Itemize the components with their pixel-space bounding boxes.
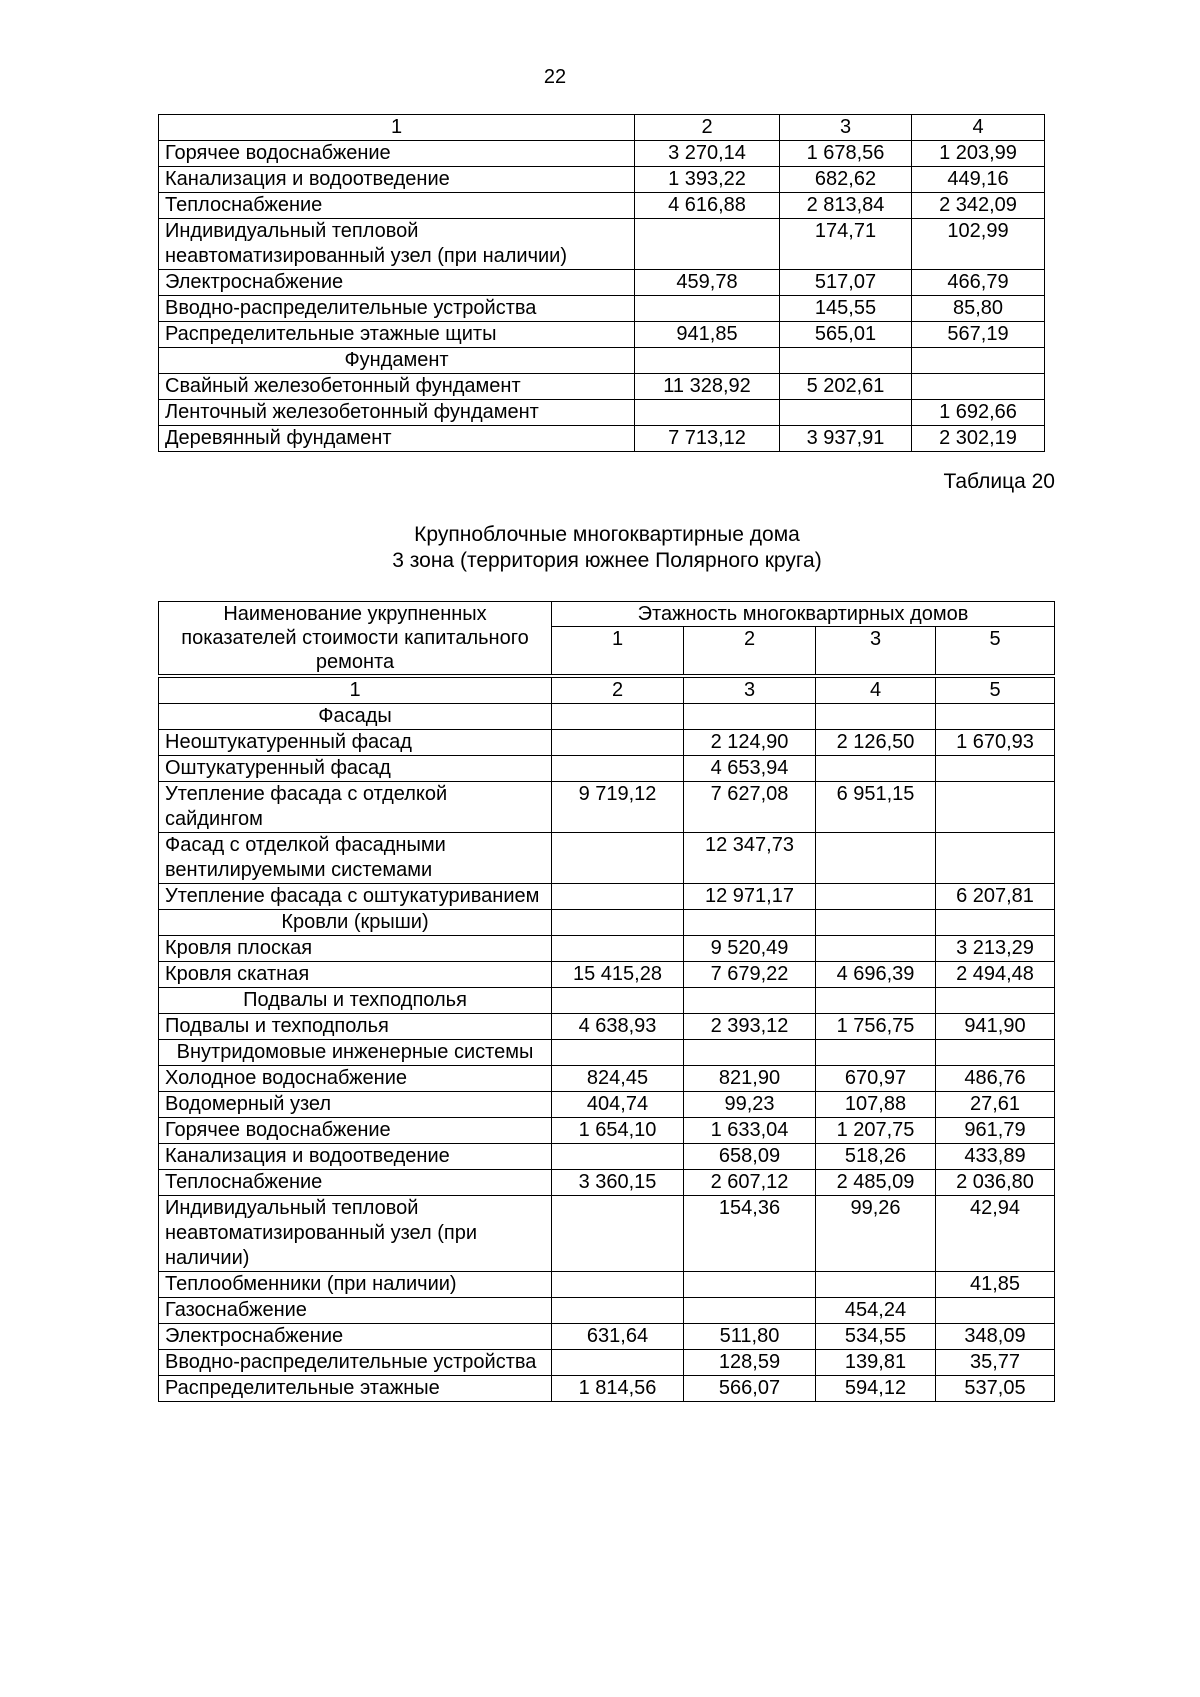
table-cell: Внутридомовые инженерные системы bbox=[159, 1040, 552, 1066]
table-row bbox=[159, 1350, 1055, 1376]
table-cell: Теплоснабжение bbox=[159, 1170, 552, 1196]
table-cell: Утепление фасада с отделкой сайдингом bbox=[159, 782, 552, 833]
table-row bbox=[159, 270, 1045, 296]
table-cell: 821,90 bbox=[684, 1066, 816, 1092]
name-column-header: Наименование укрупненных показателей стоимости капитального ремонта bbox=[159, 602, 552, 675]
table-cell: 6 951,15 bbox=[816, 782, 936, 833]
table-cell: 7 713,12 bbox=[635, 426, 780, 452]
table-cell: 1 692,66 bbox=[912, 400, 1045, 426]
table-cell: 12 347,73 bbox=[684, 833, 816, 884]
table-cell bbox=[936, 782, 1055, 833]
table-row bbox=[159, 1066, 1055, 1092]
table-cell bbox=[684, 910, 816, 936]
table-row bbox=[159, 1324, 1055, 1350]
table-cell: 2 302,19 bbox=[912, 426, 1045, 452]
table-cell bbox=[552, 1298, 684, 1324]
table-cell: Горячее водоснабжение bbox=[159, 141, 635, 167]
table-cell: Электроснабжение bbox=[159, 1324, 552, 1350]
col-number: 3 bbox=[684, 678, 816, 704]
table-row bbox=[159, 296, 1045, 322]
table-cell bbox=[684, 1298, 816, 1324]
table-cell: 2 124,90 bbox=[684, 730, 816, 756]
table-cell: 1 203,99 bbox=[912, 141, 1045, 167]
table-cell bbox=[816, 910, 936, 936]
table-cell bbox=[552, 756, 684, 782]
table-cell: Индивидуальный тепловой неавтоматизированный узел (при наличии) bbox=[159, 1196, 552, 1272]
table-row bbox=[159, 1196, 1055, 1272]
table-cell bbox=[936, 1298, 1055, 1324]
table-cell: Подвалы и техподполья bbox=[159, 1014, 552, 1040]
table-cell: 4 653,94 bbox=[684, 756, 816, 782]
table-row bbox=[159, 1170, 1055, 1196]
table-title bbox=[0, 522, 1200, 574]
table-row bbox=[159, 1118, 1055, 1144]
table-row bbox=[159, 219, 1045, 270]
table-cell: 2 494,48 bbox=[936, 962, 1055, 988]
table-cell bbox=[552, 1040, 684, 1066]
table-cell: 99,26 bbox=[816, 1196, 936, 1272]
table-cell: 85,80 bbox=[912, 296, 1045, 322]
table-cell: 941,90 bbox=[936, 1014, 1055, 1040]
table-cell bbox=[552, 1196, 684, 1272]
table-cell: Горячее водоснабжение bbox=[159, 1118, 552, 1144]
table-cell: Электроснабжение bbox=[159, 270, 635, 296]
table-cell: 174,71 bbox=[780, 219, 912, 270]
table-20-rows bbox=[159, 678, 1055, 1402]
table-cell bbox=[912, 348, 1045, 374]
col-number: 1 bbox=[159, 115, 635, 141]
floor-header: 5 bbox=[936, 627, 1055, 675]
table-cell: 99,23 bbox=[684, 1092, 816, 1118]
table-cell: 15 415,28 bbox=[552, 962, 684, 988]
table-cell: 594,12 bbox=[816, 1376, 936, 1402]
table-cell: 631,64 bbox=[552, 1324, 684, 1350]
table-cell: Холодное водоснабжение bbox=[159, 1066, 552, 1092]
table-cell: 511,80 bbox=[684, 1324, 816, 1350]
table-cell: Свайный железобетонный фундамент bbox=[159, 374, 635, 400]
table-cell bbox=[635, 296, 780, 322]
table-cell: 7 679,22 bbox=[684, 962, 816, 988]
col-number: 4 bbox=[912, 115, 1045, 141]
table-cell: 2 485,09 bbox=[816, 1170, 936, 1196]
col-number: 5 bbox=[936, 678, 1055, 704]
table-cell: 107,88 bbox=[816, 1092, 936, 1118]
table-cell: 1 814,56 bbox=[552, 1376, 684, 1402]
table-row bbox=[159, 756, 1055, 782]
title-line-2: 3 зона (территория южнее Полярного круга) bbox=[392, 549, 822, 572]
table-cell bbox=[684, 1040, 816, 1066]
table-cell bbox=[912, 374, 1045, 400]
table-cell: 4 616,88 bbox=[635, 193, 780, 219]
table-cell: 1 654,10 bbox=[552, 1118, 684, 1144]
table-row bbox=[159, 141, 1045, 167]
table-cell: 27,61 bbox=[936, 1092, 1055, 1118]
col-number: 2 bbox=[635, 115, 780, 141]
table-cell bbox=[552, 833, 684, 884]
table-cell: 2 036,80 bbox=[936, 1170, 1055, 1196]
table-cell bbox=[816, 704, 936, 730]
table-cell bbox=[552, 936, 684, 962]
table-cell bbox=[816, 833, 936, 884]
table-cell: Теплообменники (при наличии) bbox=[159, 1272, 552, 1298]
table-cell: Вводно-распределительные устройства bbox=[159, 296, 635, 322]
table-cell: Оштукатуренный фасад bbox=[159, 756, 552, 782]
table-cell bbox=[816, 884, 936, 910]
floor-header: 1 bbox=[552, 627, 684, 675]
table-cell: 12 971,17 bbox=[684, 884, 816, 910]
table-cell bbox=[552, 1350, 684, 1376]
table-cell: 9 520,49 bbox=[684, 936, 816, 962]
table-cell: 2 342,09 bbox=[912, 193, 1045, 219]
title-line-1: Крупноблочные многоквартирные дома bbox=[414, 523, 800, 546]
table-cell: 449,16 bbox=[912, 167, 1045, 193]
table-cell: Распределительные этажные щиты bbox=[159, 322, 635, 348]
page-number: 22 bbox=[543, 66, 567, 88]
table-cell bbox=[780, 348, 912, 374]
table-row bbox=[159, 374, 1045, 400]
table-row bbox=[159, 1376, 1055, 1402]
table-cell: 35,77 bbox=[936, 1350, 1055, 1376]
table-cell bbox=[552, 704, 684, 730]
table-row bbox=[159, 1092, 1055, 1118]
table-row bbox=[159, 167, 1045, 193]
column-number-row bbox=[159, 115, 1045, 141]
table-cell bbox=[684, 704, 816, 730]
table-cell: 517,07 bbox=[780, 270, 912, 296]
table-row bbox=[159, 730, 1055, 756]
floor-header: 3 bbox=[816, 627, 936, 675]
table-cell: 404,74 bbox=[552, 1092, 684, 1118]
table-row bbox=[159, 193, 1045, 219]
table-cell: 658,09 bbox=[684, 1144, 816, 1170]
table-cell: 1 207,75 bbox=[816, 1118, 936, 1144]
table-row bbox=[159, 1272, 1055, 1298]
table-row bbox=[159, 400, 1045, 426]
table-cell: Кровля скатная bbox=[159, 962, 552, 988]
table-cell bbox=[936, 833, 1055, 884]
table-cell bbox=[816, 936, 936, 962]
table-20-body bbox=[158, 677, 1055, 1402]
table-cell: 486,76 bbox=[936, 1066, 1055, 1092]
table-cell bbox=[684, 988, 816, 1014]
table-row bbox=[159, 782, 1055, 833]
section-row bbox=[159, 348, 1045, 374]
header-row-1 bbox=[159, 602, 1055, 627]
table-cell: 2 126,50 bbox=[816, 730, 936, 756]
table-cell bbox=[635, 219, 780, 270]
table-20-header bbox=[158, 601, 1055, 675]
col-number: 4 bbox=[816, 678, 936, 704]
table-cell: 567,19 bbox=[912, 322, 1045, 348]
table-cell: 2 813,84 bbox=[780, 193, 912, 219]
table-cell: Ленточный железобетонный фундамент bbox=[159, 400, 635, 426]
table-label: Таблица 20 bbox=[943, 470, 1055, 493]
table-cell: 534,55 bbox=[816, 1324, 936, 1350]
table-row bbox=[159, 936, 1055, 962]
table-cell: Кровля плоская bbox=[159, 936, 552, 962]
table-cell bbox=[936, 756, 1055, 782]
table-row bbox=[159, 1014, 1055, 1040]
table-cell: 3 360,15 bbox=[552, 1170, 684, 1196]
table-cell: 1 678,56 bbox=[780, 141, 912, 167]
table-cell: Теплоснабжение bbox=[159, 193, 635, 219]
section-row bbox=[159, 704, 1055, 730]
table-cell: Подвалы и техподполья bbox=[159, 988, 552, 1014]
table-cell: 9 719,12 bbox=[552, 782, 684, 833]
table-cell: Вводно-распределительные устройства bbox=[159, 1350, 552, 1376]
table-cell: 1 670,93 bbox=[936, 730, 1055, 756]
table-cell bbox=[684, 1272, 816, 1298]
table-cell: 7 627,08 bbox=[684, 782, 816, 833]
table-cell: 41,85 bbox=[936, 1272, 1055, 1298]
table-cell: 11 328,92 bbox=[635, 374, 780, 400]
table-cell: 941,85 bbox=[635, 322, 780, 348]
table-cell: 4 696,39 bbox=[816, 962, 936, 988]
table-cell: 961,79 bbox=[936, 1118, 1055, 1144]
table-cell bbox=[552, 1144, 684, 1170]
table-cell: 1 756,75 bbox=[816, 1014, 936, 1040]
table-cell bbox=[816, 988, 936, 1014]
table-cell: 518,26 bbox=[816, 1144, 936, 1170]
floors-group-header: Этажность многоквартирных домов bbox=[552, 602, 1055, 627]
table-cell: Кровли (крыши) bbox=[159, 910, 552, 936]
col-number: 1 bbox=[159, 678, 552, 704]
table-cell: 3 937,91 bbox=[780, 426, 912, 452]
table-cell: 2 393,12 bbox=[684, 1014, 816, 1040]
table-cell: 565,01 bbox=[780, 322, 912, 348]
table-cell: 145,55 bbox=[780, 296, 912, 322]
table-cell bbox=[552, 1272, 684, 1298]
table-cell: 128,59 bbox=[684, 1350, 816, 1376]
table-cell: 4 638,93 bbox=[552, 1014, 684, 1040]
table-cell bbox=[635, 348, 780, 374]
table-cell bbox=[816, 1040, 936, 1066]
table-cell: Канализация и водоотведение bbox=[159, 1144, 552, 1170]
table-cell bbox=[552, 884, 684, 910]
table-cell: 459,78 bbox=[635, 270, 780, 296]
table-cell: Индивидуальный тепловой неавтоматизированный узел (при наличии) bbox=[159, 219, 635, 270]
table-cell: 6 207,81 bbox=[936, 884, 1055, 910]
table-row bbox=[159, 962, 1055, 988]
table-cell bbox=[552, 910, 684, 936]
table-cell: 466,79 bbox=[912, 270, 1045, 296]
table-cell: 348,09 bbox=[936, 1324, 1055, 1350]
table-cell: Водомерный узел bbox=[159, 1092, 552, 1118]
table-cell: 154,36 bbox=[684, 1196, 816, 1272]
table-cell bbox=[936, 910, 1055, 936]
table-cell bbox=[816, 1272, 936, 1298]
table-cell: 454,24 bbox=[816, 1298, 936, 1324]
table-cell bbox=[552, 988, 684, 1014]
table-cell: 670,97 bbox=[816, 1066, 936, 1092]
col-number: 2 bbox=[552, 678, 684, 704]
table-cell: Распределительные этажные bbox=[159, 1376, 552, 1402]
table-row bbox=[159, 833, 1055, 884]
table-cell: 42,94 bbox=[936, 1196, 1055, 1272]
table-cell bbox=[936, 1040, 1055, 1066]
continued-cost-table-body bbox=[159, 115, 1045, 452]
table-cell: 537,05 bbox=[936, 1376, 1055, 1402]
table-cell bbox=[936, 704, 1055, 730]
table-row bbox=[159, 1144, 1055, 1170]
table-cell bbox=[936, 988, 1055, 1014]
section-row bbox=[159, 910, 1055, 936]
table-cell: 3 213,29 bbox=[936, 936, 1055, 962]
table-cell bbox=[780, 400, 912, 426]
table-cell bbox=[635, 400, 780, 426]
table-cell: 566,07 bbox=[684, 1376, 816, 1402]
table-cell: Фундамент bbox=[159, 348, 635, 374]
table-cell: Фасад с отделкой фасадными вентилируемыми системами bbox=[159, 833, 552, 884]
table-row bbox=[159, 1298, 1055, 1324]
table-cell: 1 393,22 bbox=[635, 167, 780, 193]
section-row bbox=[159, 1040, 1055, 1066]
table-cell bbox=[816, 756, 936, 782]
table-cell: 102,99 bbox=[912, 219, 1045, 270]
table-cell: Деревянный фундамент bbox=[159, 426, 635, 452]
table-cell: 3 270,14 bbox=[635, 141, 780, 167]
table-cell: Газоснабжение bbox=[159, 1298, 552, 1324]
table-cell: Утепление фасада с оштукатуриванием bbox=[159, 884, 552, 910]
table-cell: 2 607,12 bbox=[684, 1170, 816, 1196]
section-row bbox=[159, 988, 1055, 1014]
table-cell: 5 202,61 bbox=[780, 374, 912, 400]
floor-header: 2 bbox=[684, 627, 816, 675]
continued-cost-table bbox=[158, 114, 1045, 452]
table-cell: 1 633,04 bbox=[684, 1118, 816, 1144]
table-cell: Неоштукатуренный фасад bbox=[159, 730, 552, 756]
table-cell bbox=[552, 730, 684, 756]
table-row bbox=[159, 426, 1045, 452]
table-cell: 824,45 bbox=[552, 1066, 684, 1092]
table-cell: Канализация и водоотведение bbox=[159, 167, 635, 193]
table-row bbox=[159, 322, 1045, 348]
table-row bbox=[159, 884, 1055, 910]
col-number: 3 bbox=[780, 115, 912, 141]
table-cell: 433,89 bbox=[936, 1144, 1055, 1170]
column-number-row bbox=[159, 678, 1055, 704]
table-cell: Фасады bbox=[159, 704, 552, 730]
table-cell: 139,81 bbox=[816, 1350, 936, 1376]
table-cell: 682,62 bbox=[780, 167, 912, 193]
